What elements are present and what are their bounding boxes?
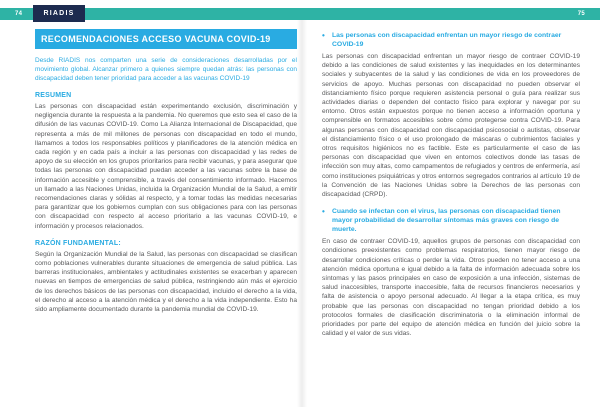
intro-paragraph: Desde RIADIS nos comparten una serie de consideraciones desarrolladas por el movimiento global. Alcanzar primero a quienes siempre quedan atrás: las personas con discapacidad deben tener prioridad para acceder a las vacunas COVID-19 bbox=[35, 57, 297, 82]
left-page bbox=[35, 29, 297, 314]
bullet-icon: • bbox=[322, 207, 325, 217]
bullet-heading-row bbox=[322, 207, 580, 234]
section-body-razon-fundamental: Según la Organización Mundial de la Salud, las personas con discapacidad se clasifican como poblaciones vulnerables durante situaciones de emergencia de salud pública. Las barreras institucionales, ambientales y actitudinales existentes se exacerban y aparecen nuevas en tiempos de emergencias de salud pública, restringiendo aún más el ejercicio de los derechos básicos de las personas con discapacidad, incluido el derecho a la vida, el derecho al acceso a la atención médica y el derecho a la vida independiente. Esto ha sido ampliamente documentado durante la pandemia mundial de COVID-19. bbox=[35, 250, 297, 314]
bullet-body-symptoms: En caso de contraer COVID-19, aquellos grupos de personas con discapacidad con condiciones preexistentes como problemas respiratorios, tienen mayor riesgo de desarrollar condiciones críticas o perder la vida. Otros pueden no tener acceso a una atención médica oportuna e igual debido a la falta de información adecuada sobre los síntomas y las pasos principales en caso de exposición a una infección, sistemas de salud inaccesibles, transporte inaccesible, falta de recursos financieros necesarios y falta de asistencia o apoyo personal adecuado. Al llegar a la etapa crítica, es muy probable que las personas con discapacidad no tengan prioridad debido a los protocolos formales de clasificación discriminatoria o la eliminación informal de prioridades por parte del equipo de atención médica en función del juicio sobre la calidad y el valor de sus vidas. bbox=[322, 238, 580, 338]
bullet-heading-risk: Las personas con discapacidad enfrentan un mayor riesgo de contraer COVID-19 bbox=[332, 32, 562, 48]
section-heading-resumen: RESUMEN bbox=[35, 92, 72, 99]
section-body-resumen: Las personas con discapacidad están experimentando exclusión, discriminación y negligencia durante la respuesta a la pandemia. No queremos que esto sea el caso de la difusión de las vacunas COVID-19. Como La Alianza Internacional de Discapacidad, que representa a más de mil millones de personas con discapacidad en todo el mundo, llamamos a todos los responsables políticos y planificadores de la atención médica en cada región y en cada país a incluir a las personas con discapacidad y las redes de apoyo de su elección en los grupos prioritarios para recibir vacunas, y para asegurar que todas las personas con discapacidad puedan acceder a las vacunas sobre la base de información accesible y comprensible, a través del consentimiento informado. Hacemos un llamado a las Naciones Unidas, incluida la Organización Mundial de la Salud, a emitir recomendaciones claras y sólidas al respecto, y a tomar todas las medidas necesarias para garantizar que los gobiernos cumplan con sus obligaciones para con las personas con discapacidad con respecto al acceso prioritario a las vacunas COVID-19, e información y procesos relacionados. bbox=[35, 103, 297, 230]
bullet-heading-row bbox=[322, 31, 580, 49]
header-bar bbox=[0, 8, 600, 20]
page-title: RECOMENDACIONES ACCESO VACUNA COVID-19 bbox=[35, 29, 297, 49]
bullet-body-risk: Las personas con discapacidad enfrentan un mayor riesgo de contraer COVID-19 debido a las condiciones de salud existentes y las inequidades en los determinantes sociales y subyacentes de la salud y las condiciones de vida en los proveedores de servicios de apoyo. Muchas personas con discapacidad no pueden observar el distanciamiento físico porque requieren asistencia personal o guía para realizar sus actividades diarias o dependen del contacto físico para explorar y navegar por su entorno. Otros están expuestos porque no tienen acceso a información oportuna y comprensible en formatos accesibles sobre cómo protegerse contra COVID-19. Para algunas personas con discapacidad con discapacidad psicosocial o autistas, observar el distanciamiento físico o el uso prolongado de máscaras o cubrimientos faciales y otros requisitos higiénicos no es factible. Este es particularmente el caso de las personas con discapacidad que viven en entornos colectivos donde las tasas de infección son muy altas, como campamentos de refugiados y centros de enfermería, así como instituciones psiquiátricas y otros entornos segregados contrarios al artículo 19 de la Convención de las Naciones Unidas sobre la Derechos de las personas con discapacidad (CRPD). bbox=[322, 53, 580, 199]
bullet-icon: • bbox=[322, 31, 325, 40]
bullet-heading-symptoms: Cuando se infectan con el virus, las personas con discapacidad tienen mayor probabilidad de desarrollar síntomas más graves con riesgo de muerte. bbox=[332, 208, 561, 234]
page-number-left: 74 bbox=[15, 11, 23, 17]
page-number-right: 75 bbox=[577, 11, 585, 17]
bullet-section-symptoms bbox=[322, 207, 580, 338]
riadis-logo: RIADIS bbox=[33, 5, 85, 22]
right-page bbox=[322, 31, 580, 346]
page-gutter bbox=[297, 20, 307, 407]
section-heading-razon-fundamental: RAZÓN FUNDAMENTAL: bbox=[35, 239, 121, 247]
bullet-section-risk bbox=[322, 31, 580, 199]
